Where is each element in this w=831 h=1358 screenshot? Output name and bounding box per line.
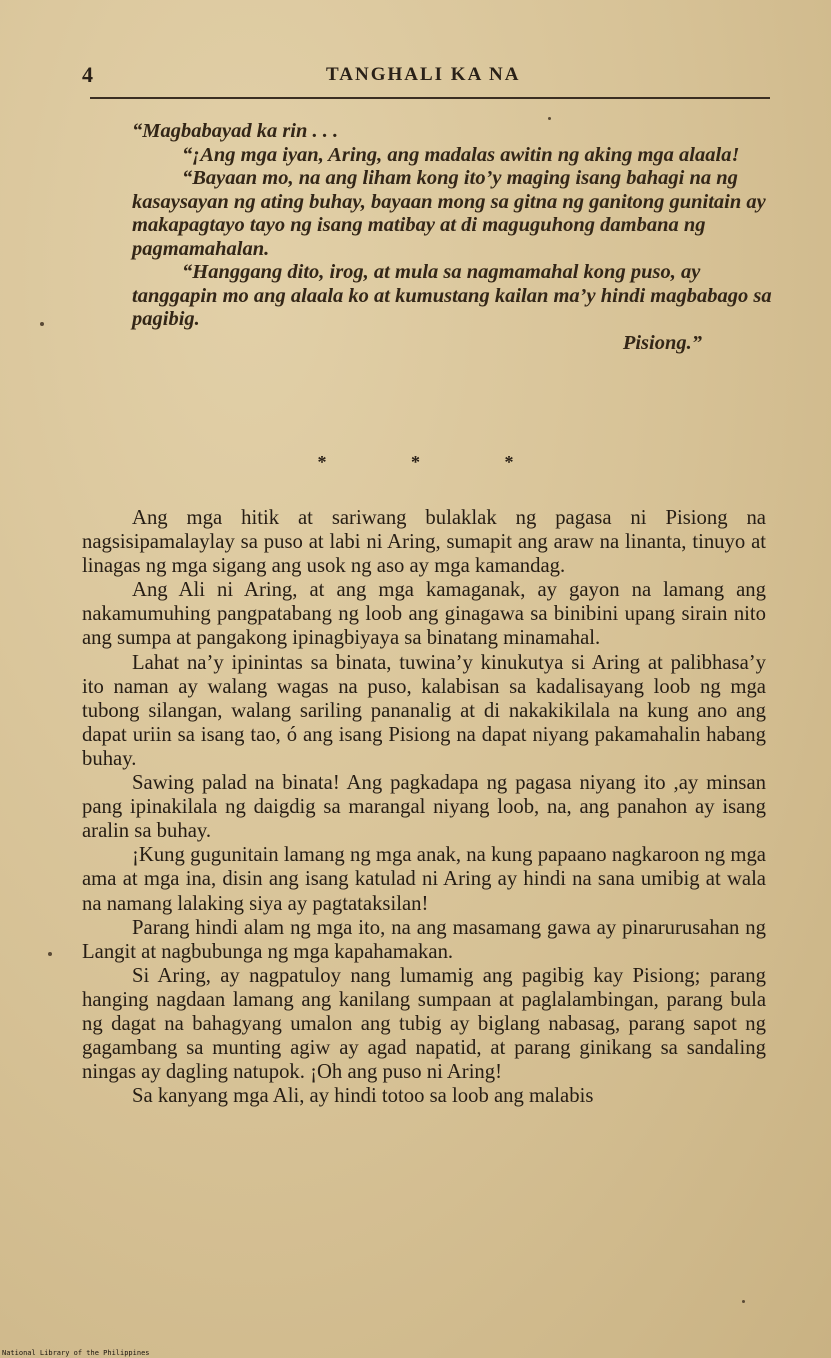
letter-signature: Pisiong.” <box>622 331 702 354</box>
paragraph: Parang hindi alam ng mga ito, na ang masamang gawa ay pinarurusahan ng Langit at nagbubunga ng mga kapahamakan. <box>82 916 766 963</box>
paragraph: Sa kanyang mga Ali, ay hindi totoo sa loob ang malabis <box>132 1085 594 1108</box>
paper-speck <box>40 322 44 326</box>
library-credit: National Library of the Philippines <box>2 1349 150 1357</box>
letter-paragraph: “Bayaan mo, na ang liham kong ito’y maging isang bahagi na ng kasaysayan ng ating buhay, bayaan mong sa gitna ng ganitong gunitain ay makapagtayo tayo ng isang matibay at di maguguhong dambana ng pagmamahalan. <box>132 167 766 260</box>
paragraph: Ang Ali ni Aring, at ang mga kamaganak, ay gayon na lamang ang nakamumuhing pangpatabang ng loob ang ginagawa sa binibini upang sirain nito ang sumpa at pangakong ipinagbiyaya sa binatang minamahal. <box>82 579 766 650</box>
paper-speck <box>548 117 551 120</box>
paper-speck <box>48 952 52 956</box>
body-text <box>82 506 766 1108</box>
page-number: 4 <box>82 62 93 87</box>
paragraph: ¡Kung gugunitain lamang ng mga anak, na kung papaano nagkaroon ng mga ama at mga ina, disin ang isang katulad ni Aring ay hindi na sana umibig at wala na namang lalaking siya ay pagtataksilan! <box>82 844 766 915</box>
section-divider: * * * <box>317 452 554 472</box>
page-header <box>82 62 772 92</box>
paragraph: Si Aring, ay nagpatuloy nang lumamig ang pagibig kay Pisiong; parang hanging nagdaan lamang ang kanilang sumpaan at paglalambingan, parang bula ng dagat na bahagyang umalon ang tubig ay biglang nabasag, parang sapot ng gagambang sa munting agiw ay agad napatid, at parang ginikang sa sandaling ningas ay dagling natupok. ¡Oh ang puso ni Aring! <box>82 964 766 1084</box>
paragraph: Ang mga hitik at sariwang bulaklak ng pagasa ni Pisiong na nagsisipamalaylay sa puso at labi ni Aring, sumapit ang araw na linanta, tinuyo at linagas ng mga sigang ang usok ng aso ay mga kamandag. <box>82 507 766 578</box>
paper-speck <box>742 1300 745 1303</box>
letter-line: “Magbabayad ka rin . . . <box>132 120 339 142</box>
running-title: TANGHALI KA NA <box>326 64 521 85</box>
paragraph: Sawing palad na binata! Ang pagkadapa ng pagasa niyang ito ,ay minsan pang ipinakilala ng daigdig sa marangal niyang loob, na, ang panahon ay isang aralin sa buhay. <box>82 772 766 843</box>
paragraph: Lahat na’y ipinintas sa binata, tuwina’y kinukutya si Aring at palibhasa’y ito naman ay walang wagas na puso, kalabisan sa kadalisayang loob ng mga tubong silangan, walang sariling pananalig at di nakakikilala na kung ano ang dapat uriin sa isang tao, ó ang isang Pisiong na dapat niyang pakamahalin habang buhay. <box>82 651 766 770</box>
letter-line: “¡Ang mga iyan, Aring, ang madalas awitin ng aking mga alaala! <box>182 143 740 166</box>
header-rule <box>90 97 770 99</box>
letter-excerpt <box>132 120 772 355</box>
letter-paragraph: “Hanggang dito, irog, at mula sa nagmamahal kong puso, ay tanggapin mo ang alaala ko at kumustang kailan ma’y hindi magbabago sa pagibig. <box>132 261 772 330</box>
